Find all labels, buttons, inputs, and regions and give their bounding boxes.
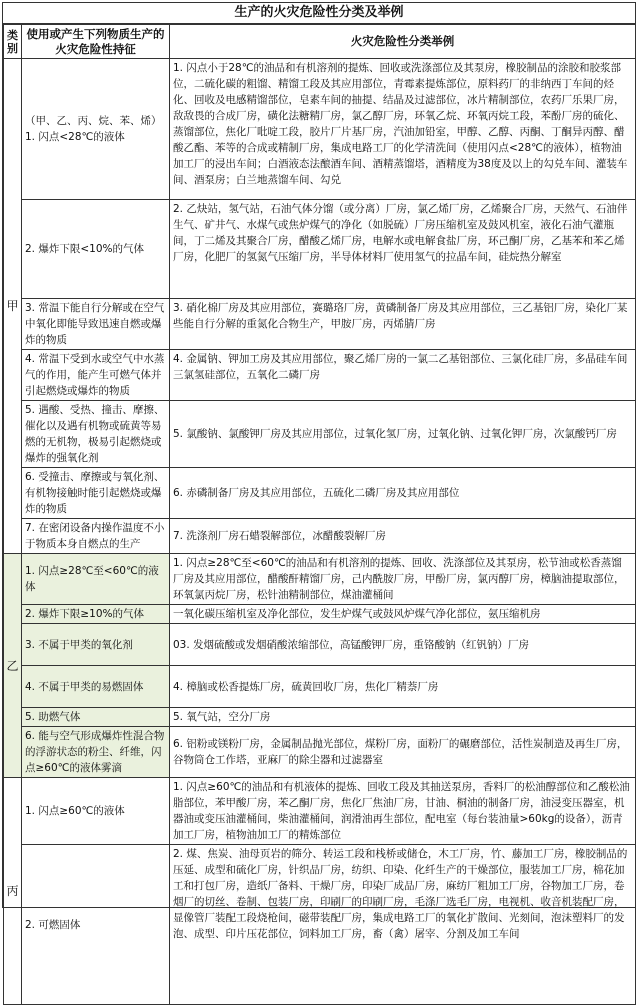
example-text: 1. 闪点小于28℃的油品和有机溶剂的提炼、回收或洗涤部位及其泵房，橡胶制品的涂胶和胶浆部位，二硫化碳的粗馏、精馏工段及其应用部位，青霉素提炼部位，原料药厂的非纳西丁车间的烃化、回收及电感精馏部位，皂素车间的抽提、结晶及过滤部位，冰片精制部位，农药厂乐果厂房，敌敌畏的合成厂房，磺化法糖精厂房，氯乙醇厂房，环氧乙烷、环氧丙烷工段，苯酚厂房的硫化、蒸馏部位，焦化厂吡啶工段，胶片厂片基厂房，汽油加铅室，甲醇、乙醇、丙酮、丁酮异丙醇、醋酸乙酯、苯等的合成或精制厂房，集成电路工厂的化学清洗间（使用闪点<28℃的液体），植物油加工厂的浸出车间；白酒液态法酿酒车间、酒精蒸馏塔，酒精度为38度及以上的勾兑车间、灌装车间、酒泵房；白兰地蒸馏车间、勾兑 <box>173 62 628 186</box>
example-text: 6. 铝粉或镁粉厂房，金属制品抛光部位，煤粉厂房，面粉厂的碾磨部位，活性炭制造及再生厂房，谷物筒仓工作塔，亚麻厂的除尘器和过滤器室 <box>173 738 628 766</box>
feature-text: 6. 能与空气形成爆炸性混合物的浮游状态的粉尘、纤维，闪点≥60℃的液体雾滴 <box>25 730 165 774</box>
feature-text: 4. 常温下受到水或空气中水蒸气的作用，能产生可燃气体并引起燃烧或爆炸的物质 <box>25 353 165 397</box>
feature-cell: 1. 闪点≥28℃至<60℃的液体 <box>22 554 170 605</box>
example-cell <box>170 605 636 624</box>
feature-cell: 2. 可燃固体 <box>22 845 170 1005</box>
example-cell <box>170 299 636 350</box>
example-text: 5. 氯酸钠、氯酸钾厂房及其应用部位，过氧化氢厂房，过氧化钠、过氧化钾厂房，次氯酸钙厂房 <box>173 428 617 440</box>
example-cell <box>170 778 636 845</box>
example-text: 1. 闪点≥60℃的油品和有机液体的提炼、回收工段及其抽送泵房，香料厂的松油醇部位和乙酸松油脂部位，苯甲酸厂房，苯乙酮厂房，焦化厂焦油厂房，甘油、桐油的制备厂房，油浸变压器室，机器油或变压油灌桶间，柴油灌桶间，润滑油再生部位，配电室（每台装油量>60kg的设备），沥青加工厂房，植物油加工厂的精炼部位 <box>173 781 630 841</box>
feature-cell <box>22 519 170 554</box>
category-yi: 乙 <box>4 554 22 778</box>
feature-text: 5. 遇酸、受热、撞击、摩擦、催化以及遇有机物或硫黄等易燃的无机物，极易引起燃烧或爆炸的强氧化剂 <box>25 404 165 464</box>
header-example: 火灾危险性分类举例 <box>170 25 636 59</box>
example-text: 4. 金属钠、钾加工房及其应用部位，聚乙烯厂房的一氯二乙基铝部位、三氯化硅厂房，多晶硅车间三氯氢硅部位，五氧化二磷厂房 <box>173 353 628 381</box>
example-cell <box>170 59 636 200</box>
feature-cell: 3. 不属于甲类的氧化剂 <box>22 624 170 666</box>
document-title: 生产的火灾危险性分类及举例 <box>3 3 635 24</box>
example-cell <box>170 200 636 299</box>
example-text: 2. 煤、焦炭、油母页岩的筛分、转运工段和栈桥或储仓，木工厂房，竹、藤加工厂房，橡胶制品的压延、成型和硫化厂房，针织品厂房，纺织、印染、化纤生产的干燥部位，服装加工厂房，棉花加工和打包厂房，造纸厂备料、干燥厂房，印染厂成品厂房，麻纺厂粗加工厂房，谷物加工厂房，卷烟厂的切丝、卷制、包装厂房，印刷厂的印刷厂房，毛涤厂选毛厂房，电视机、收音机装配厂房，显像管厂装配工段烧枪间，磁带装配厂房，集成电路工厂的氧化扩散间、光刻间，泡沫塑料厂的发泡、成型、印片压花部位，饲料加工厂房，畜（禽）屠宰、分割及加工车间 <box>173 848 628 940</box>
example-cell: 03. 发烟硫酸或发烟硝酸浓缩部位，高锰酸钾厂房，重铬酸钠（红钒钠）厂房 <box>170 624 636 666</box>
example-cell <box>170 350 636 401</box>
example-cell: 5. 氧气站，空分厂房 <box>170 708 636 727</box>
example-cell <box>170 727 636 778</box>
fire-hazard-table <box>3 24 636 1005</box>
feature-text: 3. 常温下能自行分解或在空气中氧化即能导致迅速自燃或爆炸的物质 <box>25 302 165 346</box>
feature-cell: 2. 爆炸下限≥10%的气体 <box>22 605 170 624</box>
feature-cell: 1. 闪点≥60℃的液体 <box>22 778 170 845</box>
feature-cell <box>22 727 170 778</box>
feature-cell: 4. 不属于甲类的易燃固体 <box>22 666 170 708</box>
feature-cell: （甲、乙、丙、烷、苯、烯）1. 闪点<28℃的液体 <box>22 59 170 200</box>
feature-text: 6. 受撞击、摩擦或与氧化剂、有机物接触时能引起燃烧或爆炸的物质 <box>25 471 165 515</box>
category-jia: 甲 <box>4 59 22 554</box>
feature-cell: 2. 爆炸下限<10%的气体 <box>22 200 170 299</box>
header-category: 类别 <box>4 25 22 59</box>
feature-cell <box>22 350 170 401</box>
feature-cell <box>22 468 170 519</box>
example-text: 一氧化碳压缩机室及净化部位，发生炉煤气或鼓风炉煤气净化部位，氨压缩机房 <box>173 608 541 620</box>
example-text: 2. 乙炔站，氢气站，石油气体分馏（或分离）厂房，氯乙烯厂房，乙烯聚合厂房，天然气、石油伴生气、矿井气、水煤气或焦炉煤气的净化（如脱硫）厂房压缩机室及鼓风机室，液化石油气灌瓶间，丁二烯及其聚合厂房，醋酸乙烯厂房，电解水或电解食盐厂房，环己酮厂房，乙基苯和苯乙烯厂房，化肥厂的氢氮气压缩厂房，半导体材料厂使用氢气的拉晶车间，硅烷热分解室 <box>173 203 628 263</box>
example-text: 3. 硝化棉厂房及其应用部位，赛璐珞厂房，黄磷制备厂房及其应用部位，三乙基铝厂房，染化厂某些能自行分解的重氮化合物生产，甲胺厂房，丙烯腈厂房 <box>173 302 628 330</box>
example-cell <box>170 845 636 1005</box>
feature-cell <box>22 401 170 468</box>
example-cell <box>170 401 636 468</box>
feature-cell <box>22 299 170 350</box>
example-cell: 7. 洗涤剂厂房石蜡裂解部位，冰醋酸裂解厂房 <box>170 519 636 554</box>
example-text: 1. 闪点≥28℃至<60℃的油品和有机溶剂的提炼、回收、洗涤部位及其泵房，松节油或松香蒸馏厂房及其应用部位，醋酸酐精馏厂房，己内酰胺厂房，甲酚厂房，氯丙醇厂房，樟脑油提取部位，环氧氯丙烷厂房，松针油精制部位，煤油灌桶间 <box>173 557 625 601</box>
example-cell: 6. 赤磷制备厂房及其应用部位，五硫化二磷厂房及其应用部位 <box>170 468 636 519</box>
feature-cell: 5. 助燃气体 <box>22 708 170 727</box>
category-bing: 丙 <box>4 778 22 1005</box>
feature-text: 7. 在密闭设备内操作温度不小于物质本身自燃点的生产 <box>25 522 165 550</box>
example-cell <box>170 554 636 605</box>
example-cell: 4. 樟脑或松香提炼厂房，硫黄回收厂房，焦化厂精萘厂房 <box>170 666 636 708</box>
header-feature: 使用或产生下列物质生产的火灾危险性持征 <box>22 25 170 59</box>
document-sheet <box>2 2 636 940</box>
